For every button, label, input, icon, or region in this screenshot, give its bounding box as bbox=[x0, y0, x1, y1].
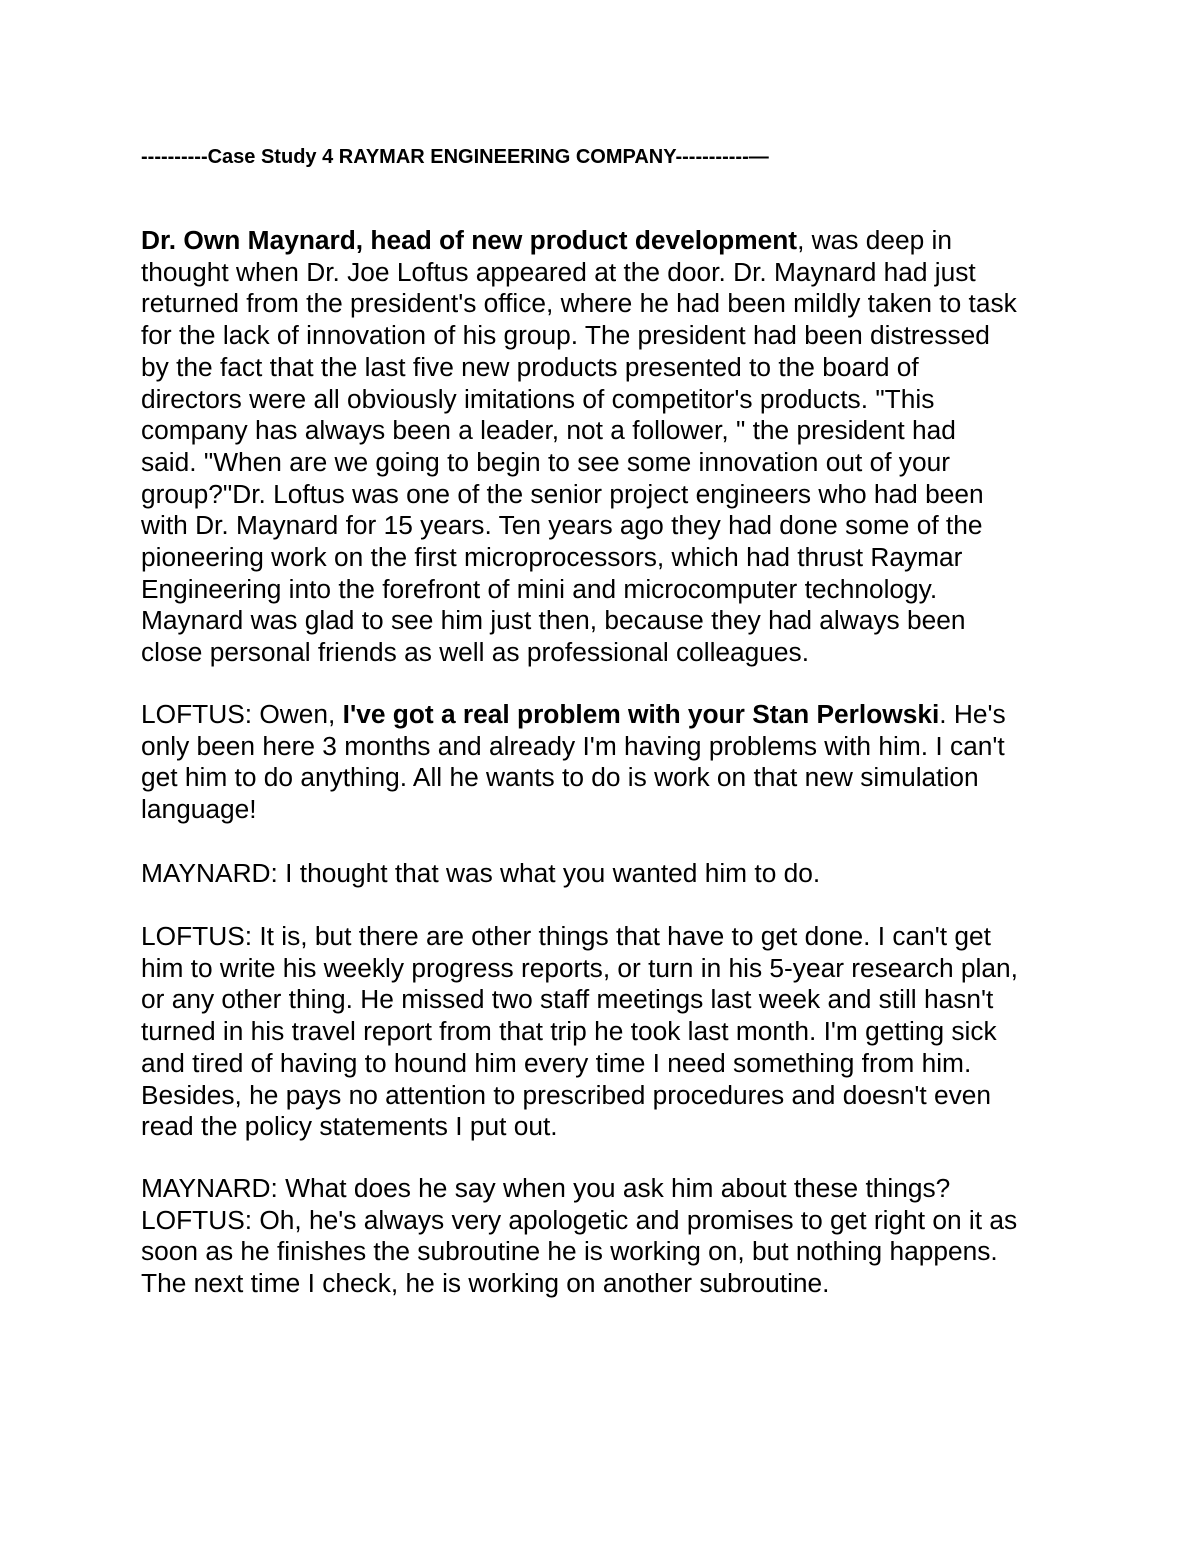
text-line: read the policy statements I put out. bbox=[141, 1111, 558, 1142]
text-line: thought when Dr. Joe Loftus appeared at the door. Dr. Maynard had just bbox=[141, 256, 976, 287]
intro-paragraph bbox=[141, 225, 1076, 669]
text-line: Maynard was glad to see him just then, because they had always been bbox=[141, 605, 966, 636]
text-line: by the fact that the last five new products presented to the board of bbox=[141, 351, 919, 382]
text-line: said. "When are we going to begin to see some innovation out of your bbox=[141, 446, 950, 477]
text-line: MAYNARD: What does he say when you ask him about these things? bbox=[141, 1173, 951, 1203]
loftus-paragraph-2 bbox=[141, 921, 1076, 1143]
case-study-heading: ----------Case Study 4 RAYMAR ENGINEERING COMPANY-----------— bbox=[141, 146, 769, 168]
loftus-paragraph-1 bbox=[141, 699, 1076, 826]
text-line: Engineering into the forefront of mini and microcomputer technology. bbox=[141, 573, 938, 604]
text-line: company has always been a leader, not a follower, " the president had bbox=[141, 415, 956, 446]
text-line: Dr. Own Maynard, head of new product development, was deep in bbox=[141, 225, 953, 255]
text-line: group?"Dr. Loftus was one of the senior project engineers who had been bbox=[141, 478, 984, 509]
text-line: LOFTUS: Owen, I've got a real problem with your Stan Perlowski. He's bbox=[141, 699, 1006, 729]
text-line: and tired of having to hound him every time I need something from him. bbox=[141, 1047, 972, 1078]
text-line: get him to do anything. All he wants to do is work on that new simulation bbox=[141, 762, 979, 793]
bold-phrase: Dr. Own Maynard, head of new product development bbox=[141, 225, 798, 255]
text-line: language! bbox=[141, 794, 257, 825]
text-line: Besides, he pays no attention to prescribed procedures and doesn't even bbox=[141, 1079, 992, 1110]
text-line: turned in his travel report from that trip he took last month. I'm getting sick bbox=[141, 1016, 997, 1047]
text-line: soon as he finishes the subroutine he is working on, but nothing happens. bbox=[141, 1236, 998, 1267]
text-line: or any other thing. He missed two staff meetings last week and still hasn't bbox=[141, 984, 994, 1015]
maynard-loftus-paragraph bbox=[141, 1173, 1076, 1300]
text-line: LOFTUS: It is, but there are other things that have to get done. I can't get bbox=[141, 921, 991, 951]
text-line: returned from the president's office, where he had been mildly taken to task bbox=[141, 288, 1017, 319]
text-line: close personal friends as well as professional colleagues. bbox=[141, 637, 810, 668]
text-line: The next time I check, he is working on another subroutine. bbox=[141, 1268, 830, 1299]
text-line: with Dr. Maynard for 15 years. Ten years ago they had done some of the bbox=[141, 510, 983, 541]
maynard-paragraph-1 bbox=[141, 858, 1076, 890]
text-line: for the lack of innovation of his group. The president had been distressed bbox=[141, 320, 990, 351]
text-line: him to write his weekly progress reports, or turn in his 5-year research plan, bbox=[141, 952, 1018, 983]
text-line: directors were all obviously imitations of competitor's products. "This bbox=[141, 383, 935, 414]
text-line: LOFTUS: Oh, he's always very apologetic and promises to get right on it as bbox=[141, 1204, 1018, 1235]
text-line: MAYNARD: I thought that was what you wanted him to do. bbox=[141, 858, 821, 888]
bold-phrase: I've got a real problem with your Stan Perlowski bbox=[342, 699, 940, 729]
text-line: pioneering work on the first microprocessors, which had thrust Raymar bbox=[141, 542, 963, 573]
text-line: only been here 3 months and already I'm having problems with him. I can't bbox=[141, 730, 1005, 761]
